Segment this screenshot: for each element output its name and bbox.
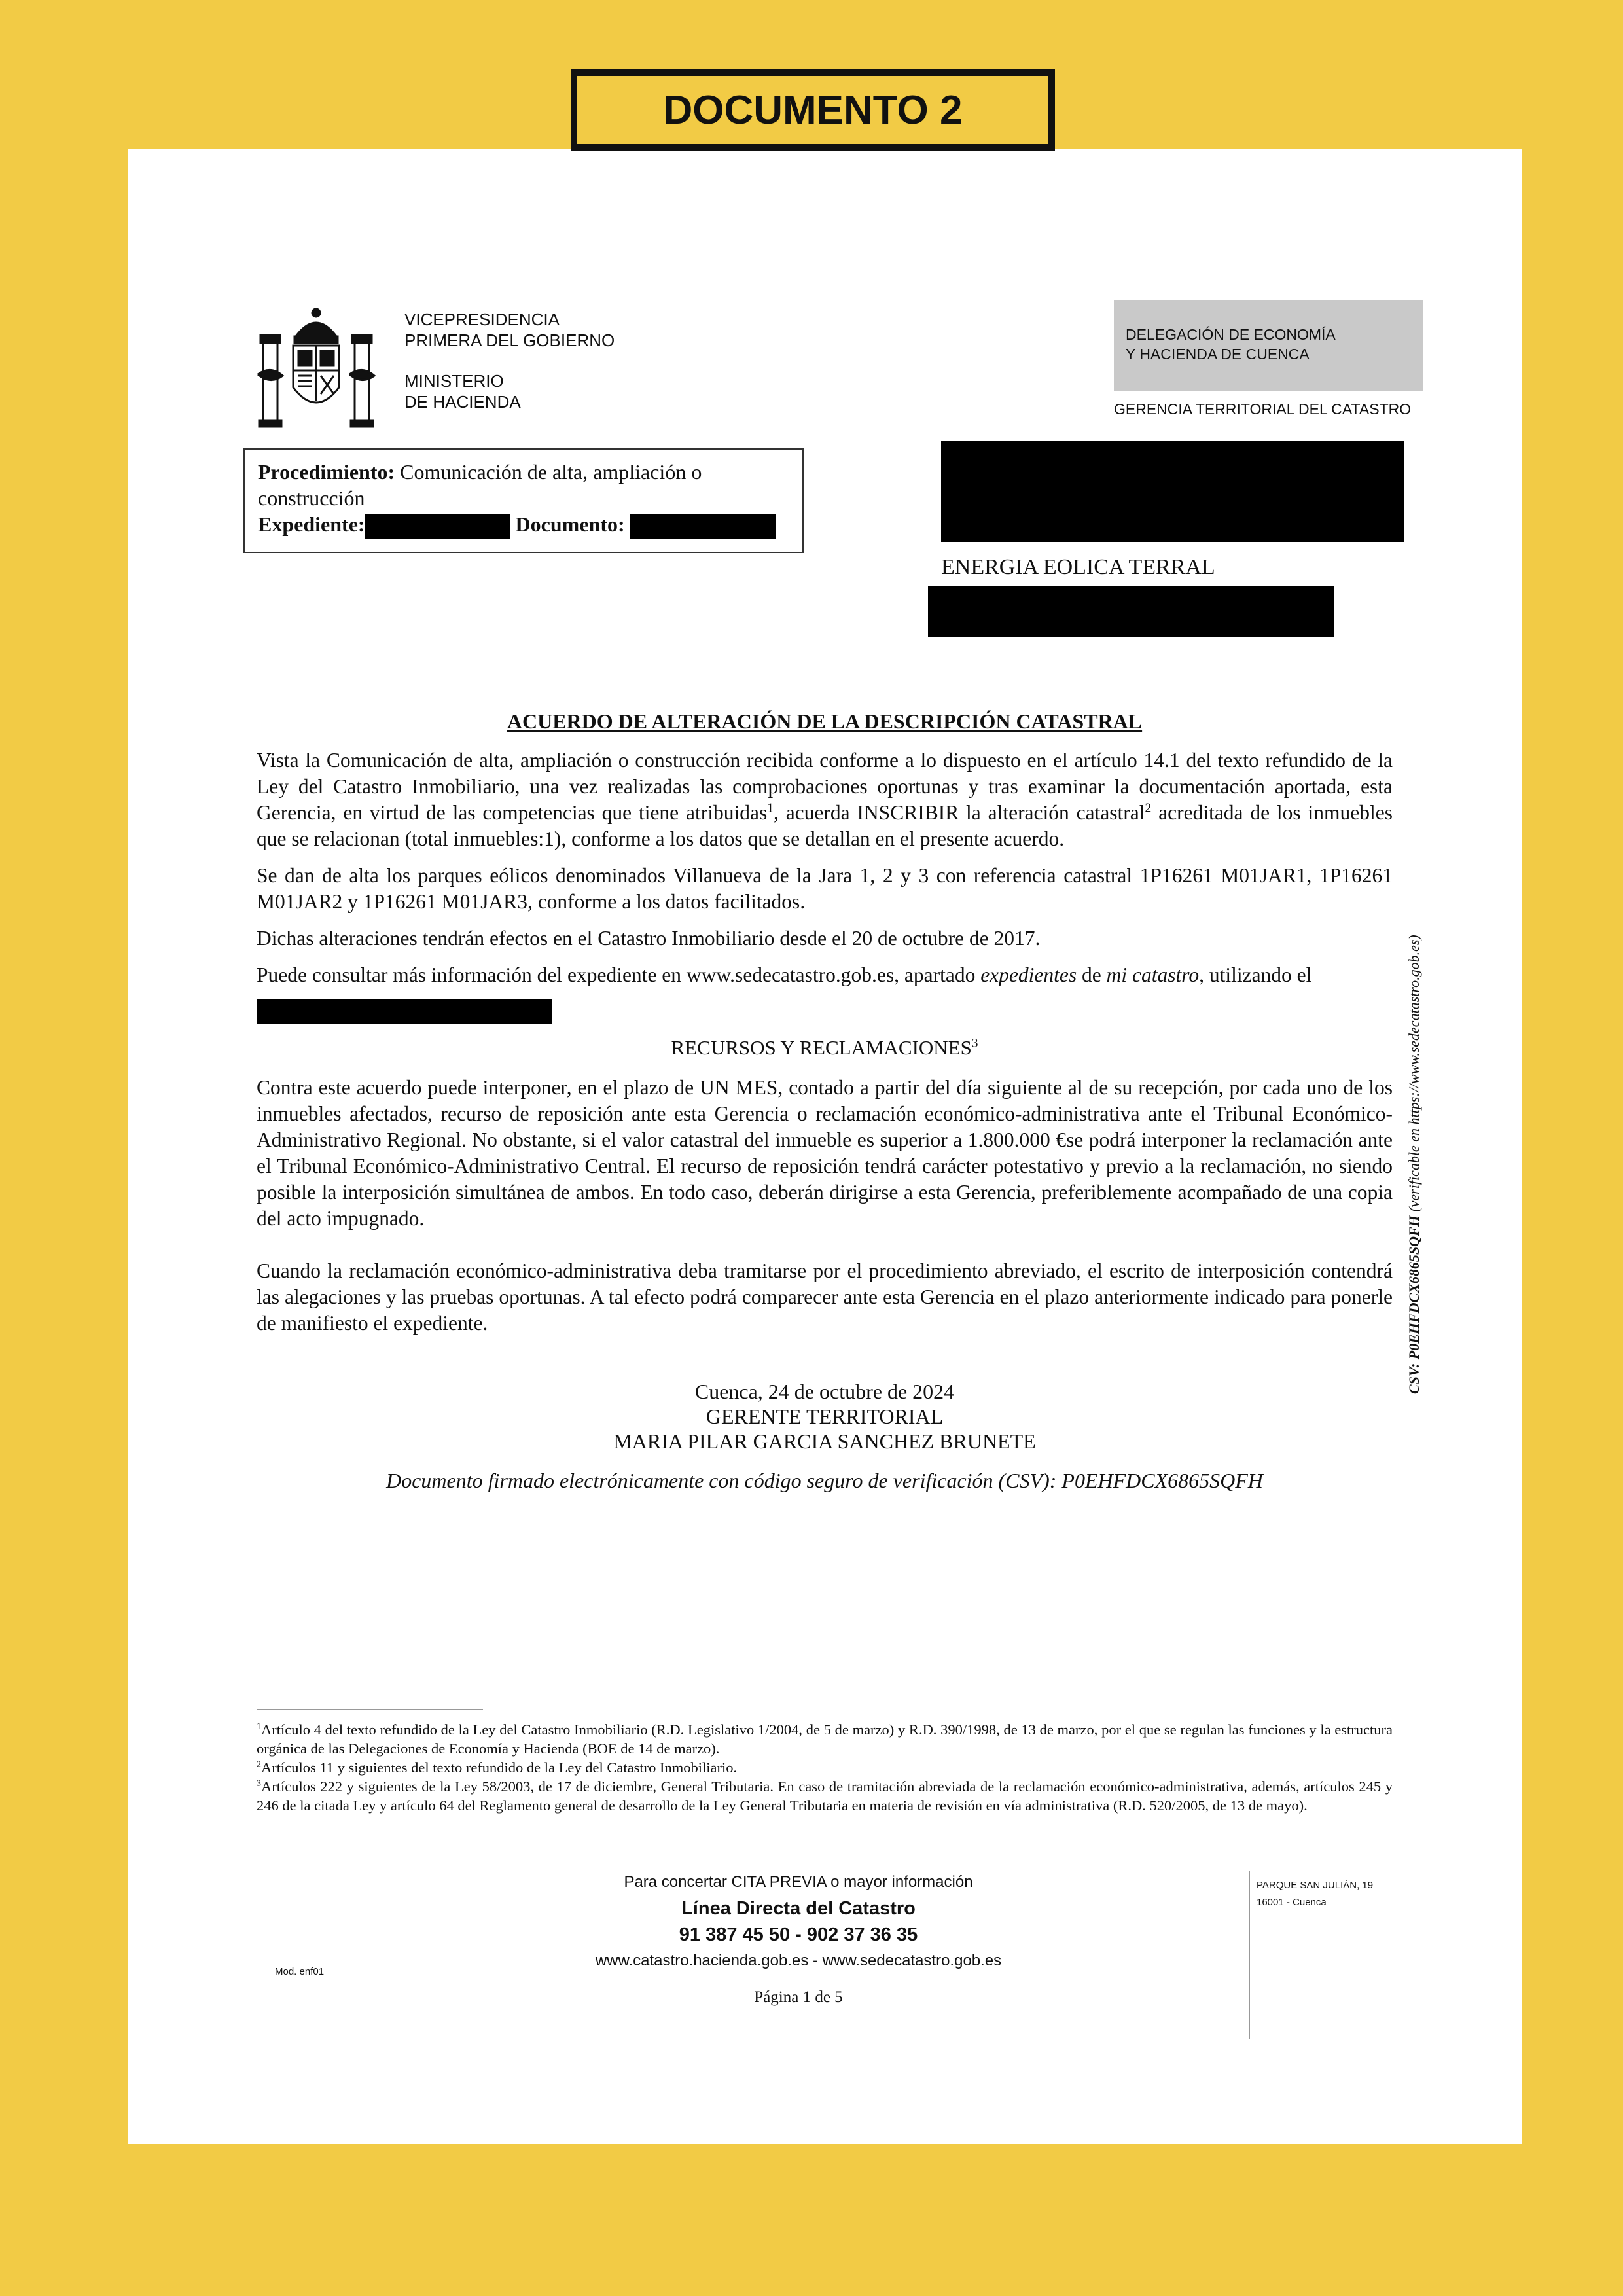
ministry-line: VICEPRESIDENCIA — [404, 310, 560, 329]
p4-italic: mi catastro — [1106, 963, 1200, 986]
recursos-heading — [257, 1035, 1393, 1060]
footnote-1 — [257, 1720, 1393, 1758]
p4-text-c: , utilizando el — [1199, 963, 1312, 986]
office-address-line-2: 16001 - Cuenca — [1257, 1897, 1327, 1908]
ministry-line: PRIMERA DEL GOBIERNO — [404, 331, 615, 350]
signature-csv-line: Documento firmado electrónicamente con código seguro de verificación (CSV): P0EHFDCX6865SQFH — [386, 1469, 1263, 1492]
footnotes — [257, 1720, 1393, 1815]
footer-web: www.catastro.hacienda.gob.es - www.sedecatastro.gob.es — [595, 1952, 1002, 1969]
signature-block — [257, 1379, 1393, 1493]
delegation-line: DELEGACIÓN DE ECONOMÍA — [1126, 326, 1336, 343]
form-model: Mod. enf01 — [275, 1966, 325, 1977]
side-csv-vertical — [1406, 935, 1423, 1394]
recursos-paragraph-1: Contra este acuerdo puede interponer, en el plazo de UN MES, contado a partir del día siguiente al de su recepción, por cada uno de los inmuebles afectados, recurso de reposición ante esta Gerencia o reclamación económico-administrativa ante el Tribunal Económico-Administrativo Regional. No obstante, si el valor catastral del inmueble es superior a 1.800.000 €se podrá interponer la reclamación ante el Tribunal Económico-Administrativo Central. El recurso de reposición tendrá carácter potestativo y previo a la reclamación, no siendo posible la interposición simultánea de ambos. En todo caso, deberán dirigirse a esta Gerencia, preferiblemente acompañado de una copia del acto impugnado. — [257, 1076, 1393, 1230]
recursos-paragraph-2: Cuando la reclamación económico-administrativa deba tramitarse por el procedimiento abreviado, el escrito de interposición contendrá las alegaciones y las pruebas oportunas. A tal efecto podrá comparecer ante esta Gerencia en el plazo anteriormente indicado para ponerle de manifiesto el expediente. — [257, 1259, 1393, 1335]
agreement-title: ACUERDO DE ALTERACIÓN DE LA DESCRIPCIÓN CATASTRAL — [507, 709, 1143, 733]
recipient-name: ENERGIA EOLICA TERRAL — [941, 555, 1215, 579]
gerencia-label: GERENCIA TERRITORIAL DEL CATASTRO — [1114, 401, 1412, 418]
footer-phones: 91 387 45 50 - 902 37 36 35 — [679, 1924, 918, 1945]
p1-text-b: , acuerda INSCRIBIR la alteración catastral — [773, 801, 1145, 824]
recursos-heading-text: RECURSOS Y RECLAMACIONES — [671, 1036, 972, 1059]
signature-place-date: Cuenca, 24 de octubre de 2024 — [694, 1380, 955, 1403]
documento-label: Documento: — [515, 512, 625, 536]
side-csv-label: CSV: P0EHFDCX6865SQFH — [1406, 1215, 1422, 1394]
footnote-ref: 2 — [1145, 801, 1152, 816]
side-csv-note: (verificable en https://www.sedecatastro.gob.es) — [1406, 935, 1422, 1212]
footnote-divider — [257, 1709, 483, 1710]
procedure-value: Comunicación de alta, ampliación o construcción — [258, 460, 702, 510]
coat-of-arms-icon — [255, 302, 377, 431]
paragraph-1 — [257, 747, 1393, 852]
footnote-ref: 3 — [971, 1036, 978, 1050]
signature-role: GERENTE TERRITORIAL — [705, 1405, 944, 1428]
page-number: Página 1 de 5 — [754, 1988, 843, 2006]
ministry-block — [404, 309, 615, 412]
footnote-text: Artículo 4 del texto refundido de la Ley del Catastro Inmobiliario (R.D. Legislativo 1/2004, de 5 de marzo) y R.D. 390/1998, de 13 de marzo, por el que se regulan las funciones y la estructura orgánica de las Delegaciones de Economía y Hacienda (BOE de 14 de marzo). — [257, 1721, 1393, 1757]
recipient-address-redaction — [941, 441, 1404, 542]
document-number-banner — [571, 69, 1055, 151]
expediente-label: Expediente: — [258, 512, 365, 536]
paragraph-4 — [257, 962, 1393, 988]
recipient-street-redaction — [928, 586, 1334, 637]
footer-linea: Línea Directa del Catastro — [681, 1898, 916, 1919]
recursos-body — [257, 1075, 1393, 1336]
office-address-line-1: PARQUE SAN JULIÁN, 19 — [1257, 1880, 1374, 1891]
footnote-2 — [257, 1758, 1393, 1777]
paragraph-2: Se dan de alta los parques eólicos denominados Villanueva de la Jara 1, 2 y 3 con referencia catastral 1P16261 M01JAR1, 1P16261 M01JAR2 y 1P16261 M01JAR3, conforme a los datos facilitados. — [257, 864, 1393, 913]
footer-cita: Para concertar CITA PREVIA o mayor información — [624, 1873, 973, 1891]
footnote-text: Artículos 11 y siguientes del texto refundido de la Ley del Catastro Inmobiliario. — [260, 1759, 738, 1776]
footnote-text: Artículos 222 y siguientes de la Ley 58/2003, de 17 de diciembre, General Tributaria. En caso de tramitación abreviada de la reclamación económico-administrativa, además, artículos 245 y 246 de la citada Ley y artículo 64 del Reglamento general de desarrollo de la Ley General Tributaria en materia de revisión en vía administrativa (R.D. 520/2005, de 13 de mayo). — [257, 1778, 1393, 1814]
access-code-redaction — [257, 999, 552, 1024]
documento-redaction — [630, 514, 776, 539]
footnote-3 — [257, 1777, 1393, 1815]
p4-italic: expedientes — [980, 963, 1077, 986]
footnote-number: 3 — [257, 1778, 261, 1789]
delegation-line: Y HACIENDA DE CUENCA — [1126, 346, 1310, 363]
signature-name: MARIA PILAR GARCIA SANCHEZ BRUNETE — [613, 1429, 1036, 1453]
footnote-ref: 1 — [767, 801, 774, 816]
footnote-number: 1 — [257, 1721, 261, 1732]
procedure-label: Procedimiento: — [258, 460, 395, 484]
p4-text-a: Puede consultar más información del expediente en www.sedecatastro.gob.es, apartado — [257, 963, 981, 986]
banner-label: DOCUMENTO 2 — [663, 87, 963, 133]
procedure-box — [243, 448, 804, 553]
delegation-box — [1114, 300, 1423, 391]
paragraph-3: Dichas alteraciones tendrán efectos en el Catastro Inmobiliario desde el 20 de octubre de 2017. — [257, 927, 1041, 950]
footer-divider — [1249, 1871, 1250, 2039]
expediente-redaction — [365, 514, 510, 539]
p1-text-a: Vista la Comunicación de alta, ampliación o construcción recibida conforme a lo dispuesto en el artículo 14.1 del texto refundido de la Ley del Catastro Inmobiliario, una vez realizadas las comprobaciones oportunas y tras examinar la documentación aportada, esta Gerencia, en virtud de las competencias que tiene atribuidas — [257, 749, 1393, 824]
agreement-body — [257, 747, 1393, 988]
p4-text-b: de — [1077, 963, 1107, 986]
p1-text-c: acreditada de los inmuebles que se relacionan (total inmuebles:1), conforme a los datos que se detallan en el presente acuerdo. — [257, 801, 1393, 850]
footnote-number: 2 — [257, 1759, 261, 1770]
ministry-line: MINISTERIO — [404, 371, 504, 391]
ministry-line: DE HACIENDA — [404, 392, 521, 412]
